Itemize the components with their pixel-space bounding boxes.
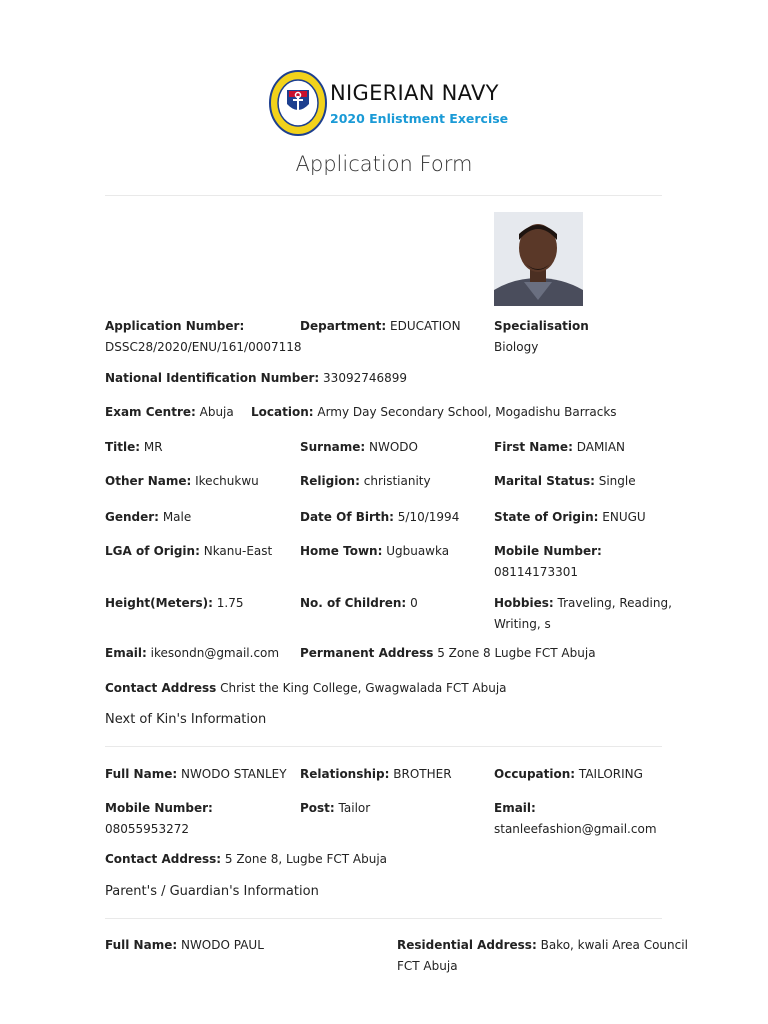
nok-post-field xyxy=(300,798,370,819)
nok-contact-address-field xyxy=(105,849,387,870)
field-label: Contact Address xyxy=(105,681,217,695)
home-town-field xyxy=(300,541,449,562)
mobile-number-field xyxy=(494,541,602,583)
nok-occupation-field xyxy=(494,764,643,785)
exercise-subtitle: 2020 Enlistment Exercise xyxy=(330,111,509,126)
field-value: Tailor xyxy=(338,801,371,815)
guardian-full-name-field xyxy=(105,935,264,956)
field-value: EDUCATION xyxy=(390,319,461,333)
hobbies-field xyxy=(494,593,672,635)
field-value: 08114173301 xyxy=(494,565,578,579)
next-of-kin-heading: Next of Kin's Information xyxy=(105,712,267,727)
department-field xyxy=(300,316,461,337)
state-of-origin-field xyxy=(494,507,646,528)
field-value: 0 xyxy=(410,596,418,610)
permanent-address-field xyxy=(300,643,596,664)
field-value: ikesondn@gmail.com xyxy=(150,646,280,660)
nok-mobile-field xyxy=(105,798,213,840)
marital-status-field xyxy=(494,471,636,492)
field-label: Occupation: xyxy=(494,767,576,781)
location-field xyxy=(251,402,617,423)
nok-relationship-field xyxy=(300,764,452,785)
person-photo-icon xyxy=(494,212,583,306)
guardian-heading: Parent's / Guardian's Information xyxy=(105,884,319,899)
surname-field xyxy=(300,437,418,458)
applicant-photo xyxy=(494,212,583,306)
field-label: Email: xyxy=(105,646,147,660)
field-value: Bako, kwali Area Council xyxy=(540,938,688,952)
exam-centre-field xyxy=(105,402,234,423)
field-label: Exam Centre: xyxy=(105,405,196,419)
field-value: 5/10/1994 xyxy=(397,510,460,524)
title-field xyxy=(105,437,163,458)
divider xyxy=(105,918,662,919)
height-field xyxy=(105,593,244,614)
field-label: Specialisation xyxy=(494,319,589,333)
field-label: Marital Status: xyxy=(494,474,595,488)
field-label: Height(Meters): xyxy=(105,596,213,610)
field-label: Hobbies: xyxy=(494,596,554,610)
field-value: Ikechukwu xyxy=(195,474,259,488)
field-label: Title: xyxy=(105,440,141,454)
field-label: Full Name: xyxy=(105,938,178,952)
field-value: ENUGU xyxy=(602,510,646,524)
field-value: Biology xyxy=(494,340,539,354)
field-value: Single xyxy=(598,474,636,488)
field-value: Nkanu-East xyxy=(203,544,273,558)
field-label: Contact Address: xyxy=(105,852,222,866)
field-value: Traveling, Reading, xyxy=(557,596,672,610)
nok-email-field xyxy=(494,798,657,840)
guardian-residential-address-field xyxy=(397,935,688,977)
field-label: Gender: xyxy=(105,510,159,524)
navy-crest-icon xyxy=(269,70,327,136)
field-value: DAMIAN xyxy=(576,440,626,454)
field-label: Email: xyxy=(494,801,536,815)
field-label: Post: xyxy=(300,801,335,815)
field-value: 1.75 xyxy=(216,596,244,610)
lga-field xyxy=(105,541,272,562)
field-value: NWODO STANLEY xyxy=(180,767,287,781)
field-label: Department: xyxy=(300,319,387,333)
other-name-field xyxy=(105,471,259,492)
email-field xyxy=(105,643,279,664)
dob-field xyxy=(300,507,459,528)
gender-field xyxy=(105,507,191,528)
nok-full-name-field xyxy=(105,764,287,785)
field-value: MR xyxy=(143,440,163,454)
field-label: Location: xyxy=(251,405,314,419)
field-value: Writing, s xyxy=(494,617,551,631)
field-value: NWODO PAUL xyxy=(180,938,264,952)
navy-logo xyxy=(269,70,327,136)
specialisation-field xyxy=(494,316,589,358)
field-value: DSSC28/2020/ENU/161/0007118 xyxy=(105,340,302,354)
field-value: 08055953272 xyxy=(105,822,189,836)
field-label: Permanent Address xyxy=(300,646,434,660)
field-label: Mobile Number: xyxy=(494,544,602,558)
field-value: NWODO xyxy=(369,440,418,454)
children-field xyxy=(300,593,418,614)
field-label: Relationship: xyxy=(300,767,390,781)
field-value: FCT Abuja xyxy=(397,959,458,973)
field-label: Surname: xyxy=(300,440,366,454)
field-label: Date Of Birth: xyxy=(300,510,394,524)
field-value: stanleefashion@gmail.com xyxy=(494,822,657,836)
field-value: Army Day Secondary School, Mogadishu Barracks xyxy=(317,405,617,419)
field-value: Abuja xyxy=(199,405,234,419)
field-value: 5 Zone 8, Lugbe FCT Abuja xyxy=(224,852,388,866)
divider xyxy=(105,746,662,747)
field-value: christianity xyxy=(363,474,431,488)
field-label: Other Name: xyxy=(105,474,192,488)
field-label: National Identification Number: xyxy=(105,371,320,385)
religion-field xyxy=(300,471,431,492)
field-label: Full Name: xyxy=(105,767,178,781)
application-number-field xyxy=(105,316,302,358)
field-label: First Name: xyxy=(494,440,573,454)
field-label: State of Origin: xyxy=(494,510,599,524)
field-label: LGA of Origin: xyxy=(105,544,200,558)
field-value: Christ the King College, Gwagwalada FCT Abuja xyxy=(220,681,507,695)
contact-address-field xyxy=(105,678,507,699)
org-name: NIGERIAN NAVY xyxy=(330,81,499,105)
field-value: 5 Zone 8 Lugbe FCT Abuja xyxy=(437,646,596,660)
page-title: Application Form xyxy=(295,152,473,176)
field-label: Religion: xyxy=(300,474,360,488)
field-value: 33092746899 xyxy=(323,371,408,385)
divider xyxy=(105,195,662,196)
field-label: No. of Children: xyxy=(300,596,407,610)
first-name-field xyxy=(494,437,625,458)
field-value: BROTHER xyxy=(393,767,452,781)
field-label: Application Number: xyxy=(105,319,245,333)
field-label: Mobile Number: xyxy=(105,801,213,815)
field-value: TAILORING xyxy=(578,767,643,781)
field-label: Residential Address: xyxy=(397,938,537,952)
field-value: Male xyxy=(162,510,192,524)
nin-field xyxy=(105,368,407,389)
field-label: Home Town: xyxy=(300,544,383,558)
field-value: Ugbuawka xyxy=(386,544,450,558)
